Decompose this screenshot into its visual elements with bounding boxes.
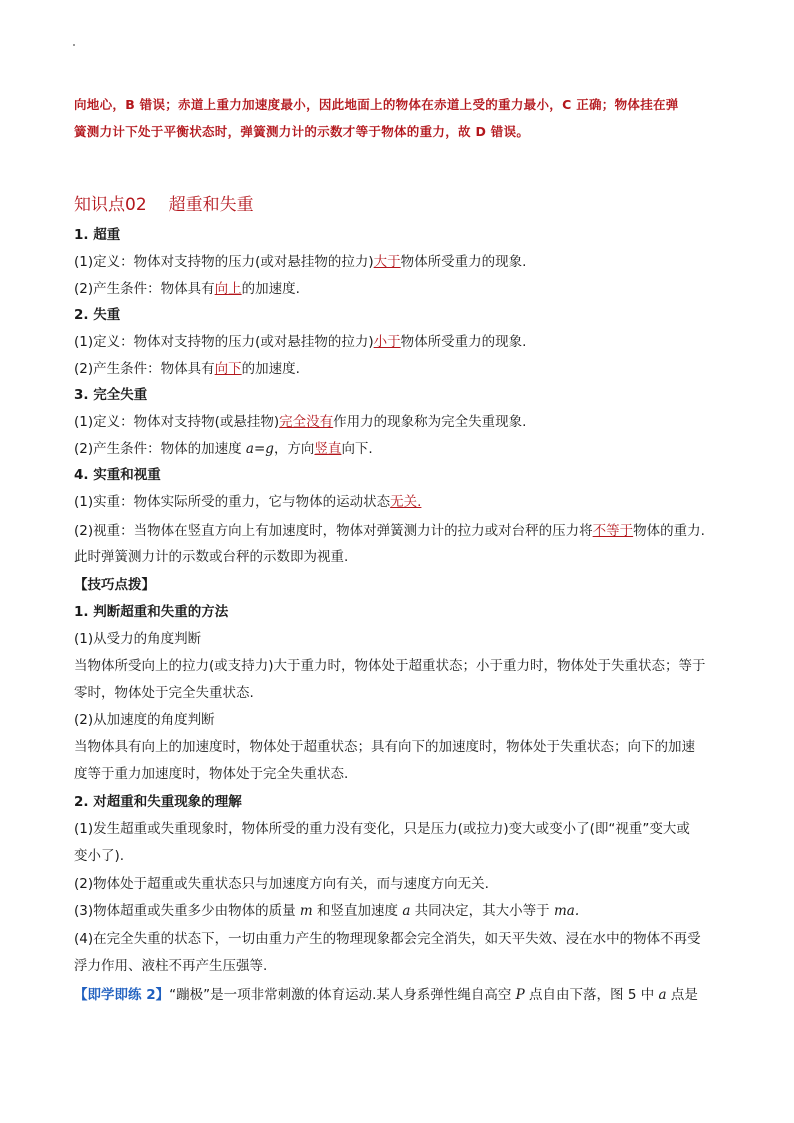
symbol-p: P bbox=[515, 987, 525, 1003]
exercise-line bbox=[74, 986, 698, 1004]
blank-answer: 小于 bbox=[373, 334, 401, 350]
weightless-definition bbox=[74, 333, 526, 351]
text: 物体所受重力的现象. bbox=[400, 254, 527, 270]
apparent-weight bbox=[74, 522, 705, 540]
text: 物体所受重力的现象. bbox=[400, 334, 527, 350]
method-1-text-2: 零时，物体处于完全失重状态. bbox=[74, 685, 254, 701]
overweight-condition bbox=[74, 280, 300, 298]
text: 作用力的现象称为完全失重现象. bbox=[333, 414, 527, 430]
text: 点自由下落，图 5 中 bbox=[524, 987, 659, 1003]
symbol-a: a bbox=[402, 903, 411, 919]
text: (2)产生条件：物体具有 bbox=[74, 361, 215, 377]
formula: a=g bbox=[245, 441, 274, 457]
complete-weightless-condition bbox=[74, 440, 373, 458]
text: “蹦极”是一项非常刺激的体育运动.某人身系弹性绳自高空 bbox=[169, 987, 516, 1003]
understanding-3 bbox=[74, 902, 579, 920]
exercise-tag: 【即学即练 2】 bbox=[74, 987, 170, 1003]
text: (1)定义：物体对支持物(或悬挂物) bbox=[74, 414, 280, 430]
text: (2)产生条件：物体的加速度 bbox=[74, 441, 246, 457]
blank-answer: 无关. bbox=[390, 494, 422, 510]
tips-label: 【技巧点拨】 bbox=[74, 577, 155, 593]
text: 共同决定，其大小等于 bbox=[410, 903, 554, 919]
real-weight bbox=[74, 493, 421, 511]
method-title: 1. 判断超重和失重的方法 bbox=[74, 604, 229, 620]
understanding-1-b: 变小了). bbox=[74, 848, 125, 864]
text: (1)定义：物体对支持物的压力(或对悬挂物的拉力) bbox=[74, 334, 374, 350]
understanding-title: 2. 对超重和失重现象的理解 bbox=[74, 794, 242, 810]
text: 和竖直加速度 bbox=[312, 903, 403, 919]
method-2: (2)从加速度的角度判断 bbox=[74, 712, 215, 728]
overweight-title: 1. 超重 bbox=[74, 227, 121, 243]
complete-weightless-title: 3. 完全失重 bbox=[74, 387, 148, 403]
text: 向下. bbox=[341, 441, 373, 457]
text: (3)物体超重或失重多少由物体的质量 bbox=[74, 903, 300, 919]
symbol-a: a bbox=[658, 987, 667, 1003]
overweight-definition bbox=[74, 253, 526, 271]
text: ，方向 bbox=[273, 441, 315, 457]
blank-answer: 向下 bbox=[214, 361, 242, 377]
text: 点是 bbox=[666, 987, 698, 1003]
weightless-condition bbox=[74, 360, 300, 378]
heading-title: 超重和失重 bbox=[168, 195, 254, 215]
blank-answer: 不等于 bbox=[592, 523, 634, 539]
answer-line-2: 簧测力计下处于平衡状态时，弹簧测力计的示数才等于物体的重力，故 D 错误。 bbox=[74, 124, 530, 139]
symbol-m: m bbox=[299, 903, 313, 919]
blank-answer: 完全没有 bbox=[279, 414, 334, 430]
text: 物体的重力. bbox=[633, 523, 705, 539]
weightless-title: 2. 失重 bbox=[74, 307, 121, 323]
symbol-ma: ma. bbox=[553, 903, 580, 919]
text: 的加速度. bbox=[241, 361, 300, 377]
answer-line-1: 向地心，B 错误；赤道上重力加速度最小，因此地面上的物体在赤道上受的重力最小，C 正确；物体挂在弹 bbox=[74, 97, 679, 112]
method-1: (1)从受力的角度判断 bbox=[74, 631, 202, 647]
corner-mark bbox=[73, 44, 75, 46]
blank-answer: 向上 bbox=[214, 281, 242, 297]
text: 的加速度. bbox=[241, 281, 300, 297]
text: (2)视重：当物体在竖直方向上有加速度时，物体对弹簧测力计的拉力或对台秤的压力将 bbox=[74, 523, 593, 539]
method-1-text-1: 当物体所受向上的拉力(或支持力)大于重力时，物体处于超重状态；小于重力时，物体处于失重状态；等于 bbox=[74, 658, 706, 674]
understanding-4-b: 浮力作用、液柱不再产生压强等. bbox=[74, 958, 268, 974]
blank-answer: 大于 bbox=[373, 254, 401, 270]
method-2-text-1: 当物体具有向上的加速度时，物体处于超重状态；具有向下的加速度时，物体处于失重状态；向下的加速 bbox=[74, 739, 695, 755]
understanding-1-a: (1)发生超重或失重现象时，物体所受的重力没有变化，只是压力(或拉力)变大或变小了(即“视重”变大或 bbox=[74, 821, 690, 837]
text: (2)产生条件：物体具有 bbox=[74, 281, 215, 297]
heading-number: 知识点02 bbox=[74, 195, 147, 215]
real-apparent-title: 4. 实重和视重 bbox=[74, 467, 161, 483]
understanding-2: (2)物体处于超重或失重状态只与加速度方向有关，而与速度方向无关. bbox=[74, 876, 489, 892]
complete-weightless-definition bbox=[74, 413, 526, 431]
understanding-4-a: (4)在完全失重的状态下，一切由重力产生的物理现象都会完全消失，如天平失效、浸在水中的物体不再受 bbox=[74, 931, 701, 947]
text: (1)实重：物体实际所受的重力，它与物体的运动状态 bbox=[74, 494, 391, 510]
method-2-text-2: 度等于重力加速度时，物体处于完全失重状态. bbox=[74, 766, 349, 782]
apparent-weight-cont: 此时弹簧测力计的示数或台秤的示数即为视重. bbox=[74, 549, 349, 565]
blank-answer: 竖直 bbox=[314, 441, 342, 457]
text: (1)定义：物体对支持物的压力(或对悬挂物的拉力) bbox=[74, 254, 374, 270]
section-heading bbox=[74, 190, 254, 215]
